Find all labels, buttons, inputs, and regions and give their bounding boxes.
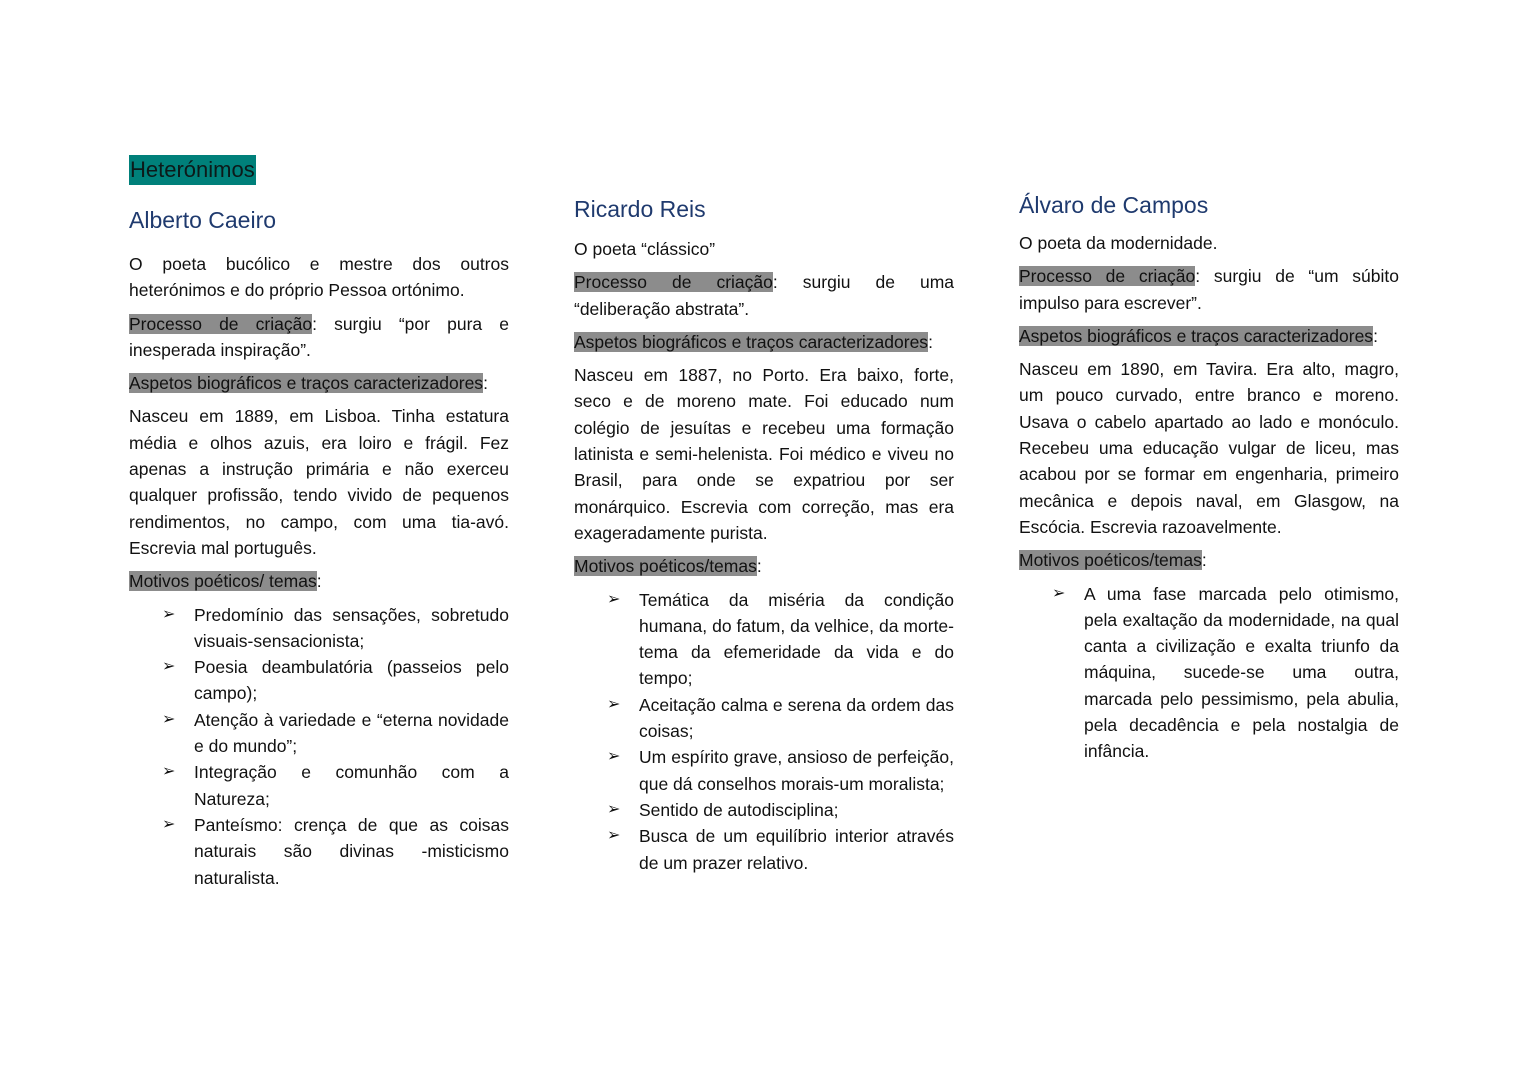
list-item-text: Predomínio das sensações, sobretudo visuais-sensacionista; [194,604,509,651]
themes-list [129,602,509,891]
column-alvaro-de-campos [1019,190,1399,765]
list-item [1052,581,1399,765]
arrowhead-bullet-icon: ➢ [607,800,621,818]
themes-heading [574,553,954,579]
section-title: Heterónimos [129,155,256,185]
creation-process-label: Processo de criação [1019,266,1196,287]
creation-process-text: : surgiu “por pura e inesperada inspiração”. [129,313,509,360]
arrowhead-bullet-icon: ➢ [162,658,176,676]
list-item [607,744,954,797]
themes-colon: : [316,571,322,592]
themes-label: Motivos poéticos/ temas [129,571,317,592]
arrowhead-bullet-icon: ➢ [607,827,621,845]
column-ricardo-reis [574,194,954,876]
creation-process-label: Processo de criação [574,272,773,293]
poet-intro: O poeta bucólico e mestre dos outros heterónimos e do próprio Pessoa ortónimo. [129,254,509,301]
themes-colon: : [756,556,762,577]
creation-process [129,311,509,364]
list-item [607,797,954,823]
creation-process-text: : surgiu de “um súbito impulso para escrever”. [1019,266,1399,313]
list-item [607,692,954,745]
arrowhead-bullet-icon: ➢ [162,605,176,623]
creation-process-label: Processo de criação [129,313,313,334]
arrowhead-bullet-icon: ➢ [607,590,621,608]
biography-label: Aspetos biográficos e traços caracterizadores [574,331,929,352]
arrowhead-bullet-icon: ➢ [162,710,176,728]
poet-name: Alberto Caeiro [129,207,277,233]
themes-label: Motivos poéticos/temas [1019,550,1202,571]
biography-label: Aspetos biográficos e traços caracterizadores [1019,325,1374,346]
list-item [162,759,509,812]
poet-intro: O poeta da modernidade. [1019,233,1218,253]
themes-label: Motivos poéticos/temas [574,556,757,577]
list-item [162,812,509,891]
poet-name: Álvaro de Campos [1019,192,1209,218]
list-item-text: Panteísmo: crença de que as coisas naturais são divinas -misticismo naturalista. [194,814,509,888]
biography-colon: : [483,373,488,394]
list-item-text: Atenção à variedade e “eterna novidade e do mundo”; [194,709,509,757]
poet-name: Ricardo Reis [574,196,706,222]
list-item [162,602,509,655]
themes-list [1019,581,1399,765]
list-item-text: Um espírito grave, ansioso de perfeição, que dá conselhos morais-um moralista; [639,747,954,794]
themes-heading [129,568,509,594]
list-item-text: Integração e comunhão com a Natureza; [194,762,509,809]
biography-heading [1019,323,1399,349]
biography-text: Nasceu em 1889, em Lisboa. Tinha estatura média e olhos azuis, era loiro e frágil. Fez apenas a instrução primária e não exerceu qualquer profissão, tendo vivido de pequenos rendimentos, no campo, com uma tia-avó. Escrevia mal português. [129,406,509,558]
list-item-text: Busca de um equilíbrio interior através de um prazer relativo. [639,826,954,873]
list-item-text: Temática da miséria da condição humana, do fatum, da velhice, da morte- tema da efemeridade da vida e do tempo; [639,589,954,689]
themes-heading [1019,547,1399,573]
arrowhead-bullet-icon: ➢ [607,695,621,713]
column-alberto-caeiro [129,155,509,891]
creation-process [1019,263,1399,316]
list-item-text: Aceitação calma e serena da ordem das coisas; [639,694,954,742]
list-item [162,707,509,760]
biography-colon: : [928,331,933,352]
biography-label: Aspetos biográficos e traços caracterizadores [129,373,484,394]
list-item [162,654,509,707]
arrowhead-bullet-icon: ➢ [162,763,176,781]
list-item [607,587,954,692]
arrowhead-bullet-icon: ➢ [162,815,176,833]
biography-colon: : [1373,325,1378,346]
biography-heading [574,329,954,355]
poet-intro: O poeta “clássico” [574,239,716,259]
biography-text: Nasceu em 1890, em Tavira. Era alto, magro, um pouco curvado, entre branco e moreno. Usava o cabelo apartado ao lado e monóculo. Recebeu uma educação vulgar de liceu, mas acabou por se formar em engenharia, primeiro mecânica e depois naval, em Glasgow, na Escócia. Escrevia razoavelmente. [1019,359,1399,537]
list-item-text: Sentido de autodisciplina; [639,799,839,820]
themes-colon: : [1201,550,1207,571]
biography-text: Nasceu em 1887, no Porto. Era baixo, forte, seco e de moreno mate. Foi educado num colégio de jesuítas e recebeu uma formação latinista e semi-helenista. Foi médico e viveu no Brasil, para onde se expatriou por ser monárquico. Escrevia com correção, mas era exageradamente purista. [574,365,954,543]
list-item-text: A uma fase marcada pelo otimismo, pela exaltação da modernidade, na qual canta a civilização e exalta triunfo da máquina, sucede-se uma outra, marcada pelo pessimismo, pela abulia, pela decadência e pela nostalgia de infância. [1084,583,1399,762]
creation-process [574,269,954,322]
list-item-text: Poesia deambulatória (passeios pelo campo); [194,657,509,704]
arrowhead-bullet-icon: ➢ [607,748,621,766]
themes-list [574,587,954,876]
list-item [607,823,954,876]
arrowhead-bullet-icon: ➢ [1052,584,1066,602]
biography-heading [129,370,509,396]
creation-process-text: : surgiu de uma “deliberação abstrata”. [574,272,954,319]
